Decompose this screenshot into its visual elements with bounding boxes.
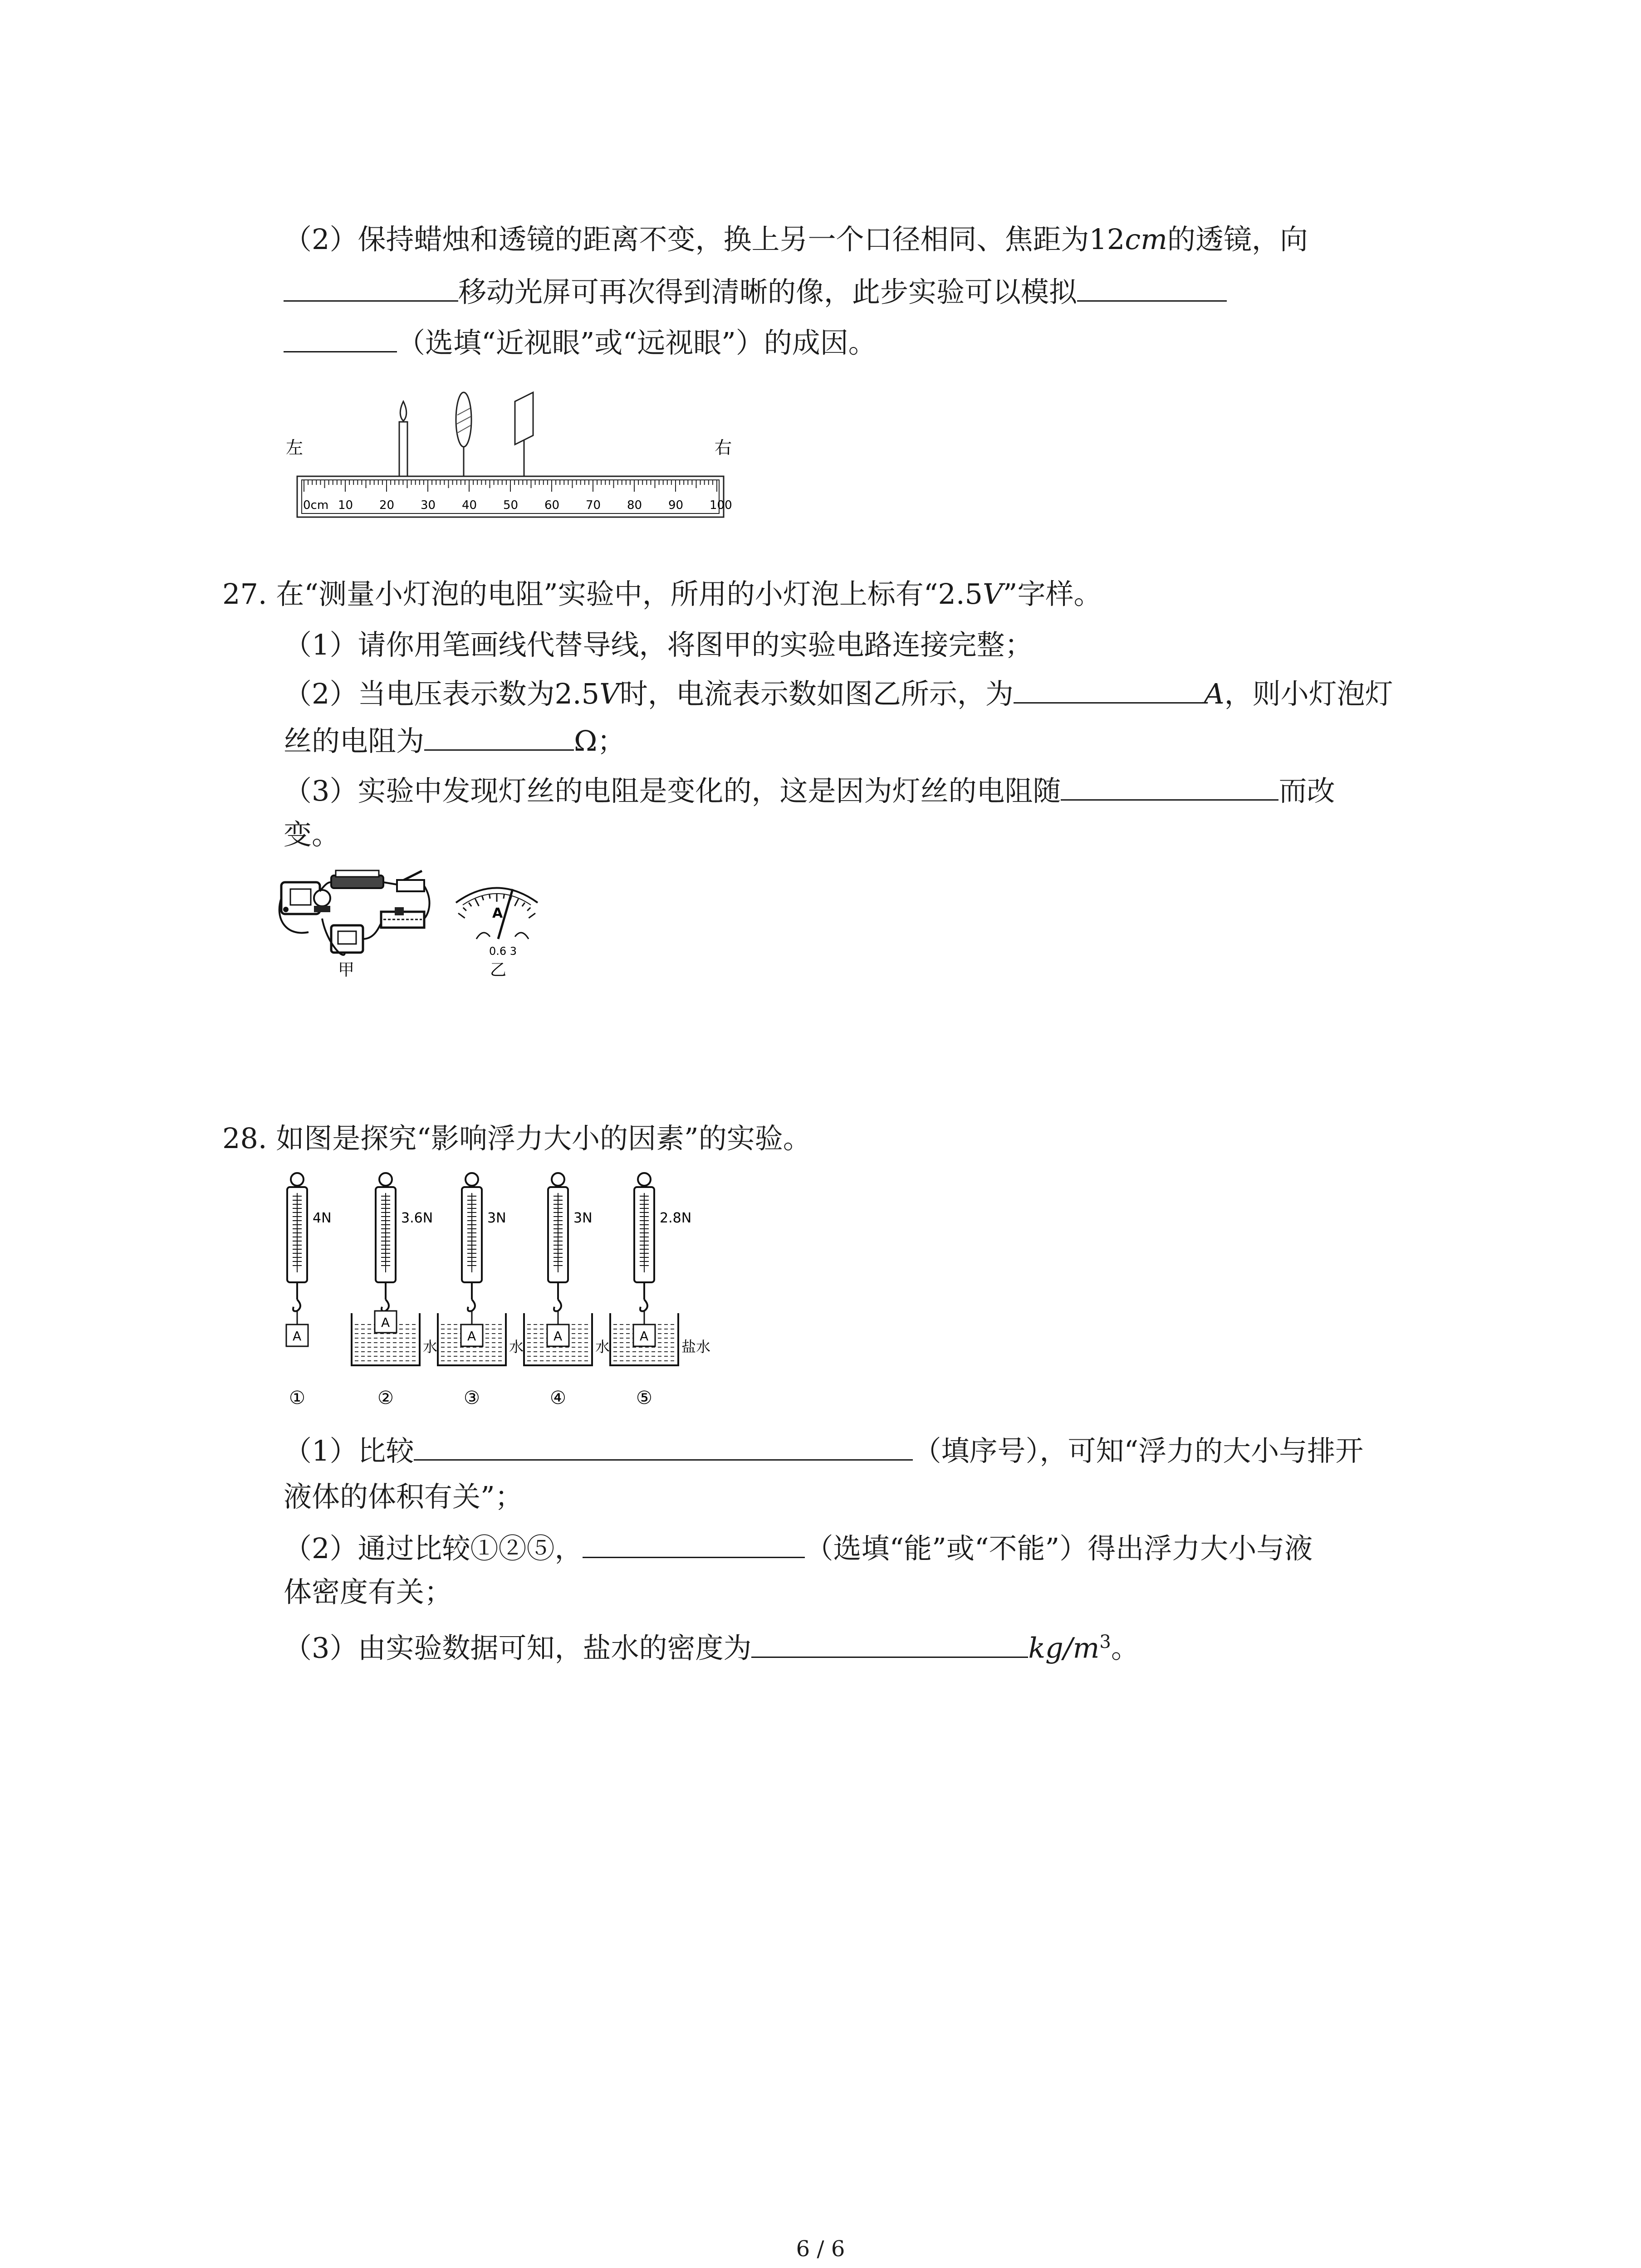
page-number: 6 / 6 [796, 2236, 845, 2262]
ruler-label: 20 [379, 499, 395, 512]
answer-blank-resistance[interactable] [424, 721, 574, 751]
scale-hook-icon [554, 1300, 561, 1311]
light-bulb-icon [314, 890, 330, 912]
setup-number: ⑤ [636, 1388, 652, 1408]
answer-blank-eye-b[interactable] [284, 323, 397, 352]
dial-tick [514, 899, 518, 906]
answer-blank-density[interactable] [751, 1628, 1028, 1658]
scale-reading: 4N [313, 1210, 332, 1226]
ruler-label: 80 [627, 499, 642, 512]
dial-tick [527, 908, 530, 911]
q26-part2-line1: （2）保持蜡烛和透镜的距离不变，换上另一个口径相同、焦距为12cm的透镜，向 [284, 223, 1308, 256]
label-jia: 甲 [338, 961, 355, 979]
scale-hook-icon [468, 1300, 475, 1311]
scale-reading: 3N [487, 1210, 506, 1226]
spring-scale-1 [286, 1173, 332, 1408]
ruler-label: 70 [586, 499, 601, 512]
light-screen-icon [515, 392, 533, 476]
optical-bench-figure [272, 390, 749, 526]
ruler-label: 50 [503, 499, 519, 512]
label-right: 右 [715, 438, 732, 458]
dial-tick [522, 903, 525, 906]
liquid-label: 盐水 [681, 1338, 711, 1355]
dial-tick [458, 913, 465, 918]
spring-scale-4 [524, 1173, 610, 1408]
q28-part2-line1: （2）通过比较①②⑤， （选填“能”或“不能”）得出浮力大小与液 [284, 1529, 1313, 1567]
answer-blank-current[interactable] [1014, 674, 1204, 704]
ruler-label: 0cm [303, 499, 329, 512]
ammeter-dial [456, 888, 538, 958]
q27-part2-line1: （2）当电压表示数为2.5V时，电流表示数如图乙所示，为 A，则小灯泡灯 [284, 674, 1393, 712]
scale-ring-icon [638, 1173, 651, 1186]
scale-hook-icon [382, 1300, 389, 1311]
block-a-label: A [381, 1315, 390, 1330]
dial-tick [529, 913, 535, 918]
dial-tick [475, 899, 479, 906]
liquid-label: 水 [509, 1338, 524, 1355]
answer-blank-sequence[interactable] [414, 1431, 913, 1461]
liquid-label: 水 [423, 1338, 438, 1355]
candle-icon [399, 401, 407, 476]
label-yi: 乙 [490, 961, 507, 979]
q28-part1-line1: （1）比较 （填序号），可知“浮力的大小与排开 [284, 1431, 1363, 1469]
ruler-label: 10 [338, 499, 353, 512]
block-a-label: A [293, 1329, 302, 1344]
dial-tick [463, 908, 466, 911]
setup-number: ② [377, 1388, 394, 1408]
answer-blank-can-or-cannot[interactable] [583, 1529, 805, 1558]
dial-tick [482, 896, 484, 900]
ruler-label: 40 [462, 499, 477, 512]
ruler-label: 100 [710, 499, 732, 512]
dial-tick [469, 903, 471, 906]
block-a-label: A [640, 1329, 649, 1344]
switch-icon [397, 871, 424, 891]
q27-part1: （1）请你用笔画线代替导线，将图甲的实验电路连接完整； [284, 628, 1033, 661]
ruler-label: 60 [544, 499, 560, 512]
dial-terminals: 0.6 3 [489, 945, 517, 958]
buoyancy-figure [272, 1168, 771, 1431]
setup-number: ④ [550, 1388, 566, 1408]
circuit-figure [277, 864, 594, 996]
scale-reading: 3.6N [401, 1210, 433, 1226]
setup-number: ③ [464, 1388, 480, 1408]
scale-reading: 2.8N [660, 1210, 692, 1226]
answer-blank-direction[interactable] [284, 272, 458, 302]
ruler-label: 90 [668, 499, 684, 512]
q27-stem: 27. 在“测量小灯泡的电阻”实验中，所用的小灯泡上标有“2.5V”字样。 [222, 577, 1102, 611]
q28-stem: 28. 如图是探究“影响浮力大小的因素”的实验。 [222, 1122, 811, 1155]
q28-part3: （3）由实验数据可知，盐水的密度为 $kg/m^3$。 [284, 1624, 1139, 1667]
spring-scale-3 [438, 1173, 524, 1408]
battery-icon [331, 870, 383, 888]
scale-reading: 3N [573, 1210, 593, 1226]
scale-ring-icon [291, 1173, 304, 1186]
label-left: 左 [286, 438, 304, 458]
q28-part1-line2: 液体的体积有关”； [284, 1480, 523, 1513]
spring-scale-2 [352, 1173, 437, 1408]
setup-number: ① [289, 1388, 305, 1408]
q28-part2-line2: 体密度有关； [284, 1575, 453, 1608]
q26-part2-line3: （选填“近视眼”或“远视眼”）的成因。 [284, 323, 877, 361]
dial-unit-label: A [492, 905, 503, 921]
liquid-label: 水 [595, 1338, 610, 1355]
block-a-label: A [467, 1329, 476, 1344]
scale-hook-icon [293, 1300, 300, 1311]
q27-part3-line2: 变。 [284, 818, 340, 851]
answer-blank-temperature[interactable] [1061, 771, 1279, 801]
q27-part3-line1: （3）实验中发现灯丝的电阻是变化的，这是因为灯丝的电阻随 而改 [284, 771, 1335, 809]
q26-part2-line2: 移动光屏可再次得到清晰的像，此步实验可以模拟 [284, 272, 1227, 310]
scale-ring-icon [465, 1173, 478, 1186]
dial-tick [504, 894, 505, 899]
scale-ring-icon [552, 1173, 564, 1186]
block-a-label: A [554, 1329, 563, 1344]
convex-lens-icon [456, 392, 471, 476]
scale-ring-icon [379, 1173, 392, 1186]
q27-part2-line2: 丝的电阻为 Ω； [284, 721, 625, 759]
ruler-label: 30 [421, 499, 436, 512]
scale-hook-icon [640, 1300, 647, 1311]
answer-blank-eye-a[interactable] [1077, 272, 1227, 302]
ruler [297, 476, 732, 517]
rheostat-icon [381, 907, 424, 928]
spring-scale-5 [610, 1173, 710, 1408]
